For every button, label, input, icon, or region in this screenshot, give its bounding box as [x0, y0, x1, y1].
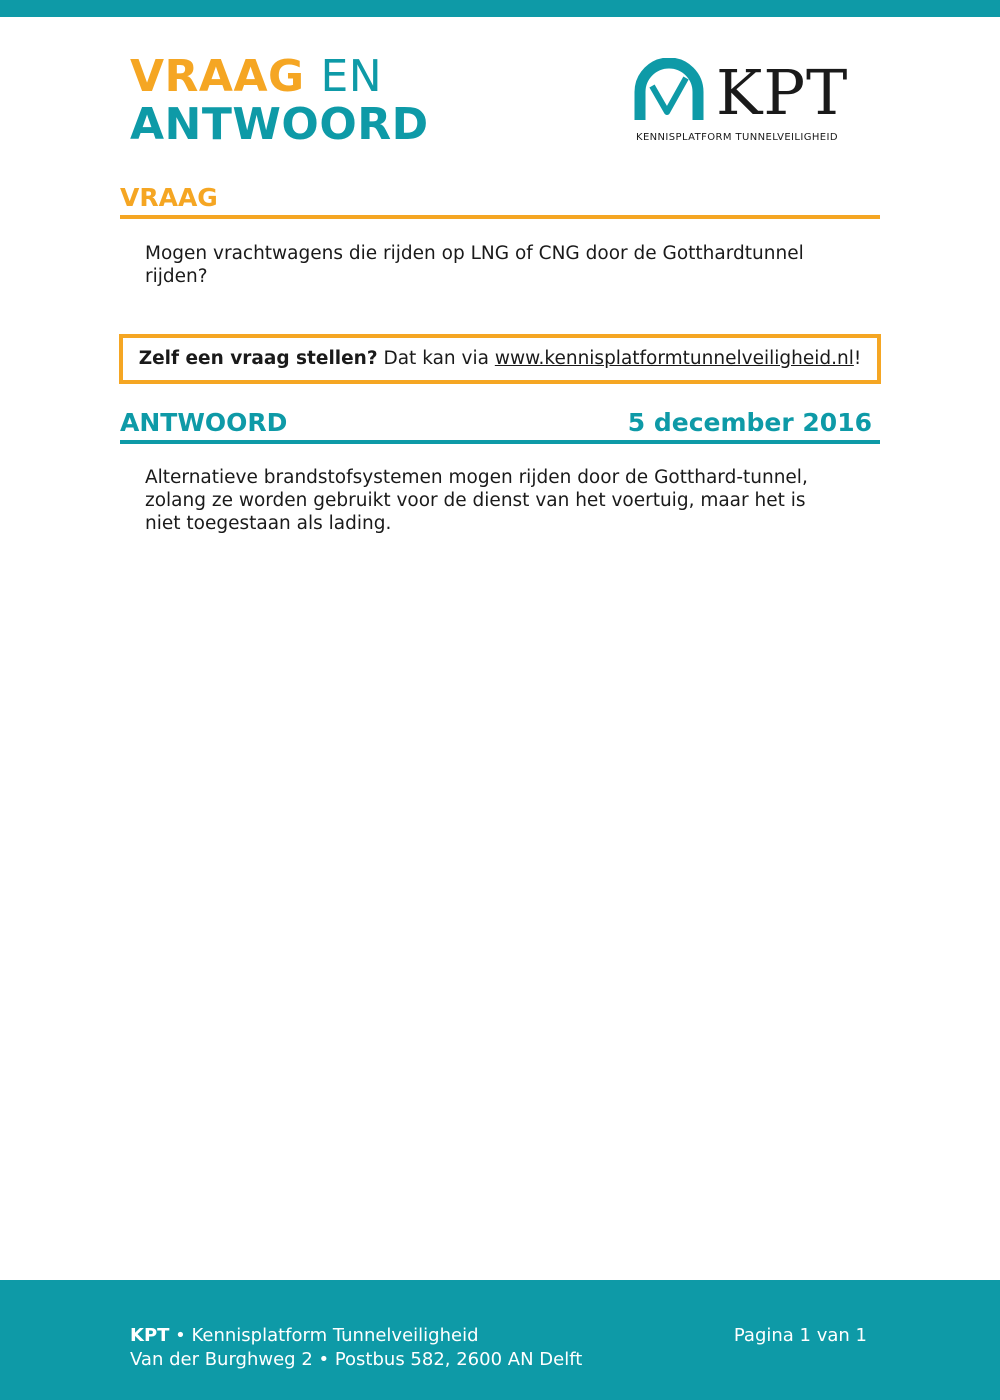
document-title	[130, 51, 429, 150]
answer-text: Alternatieve brandstofsystemen mogen rijden door de Gotthard-tunnel, zolang ze worden gebruikt voor de dienst van het voertuig, maar het is niet toegestaan als lading.	[145, 467, 808, 534]
page-number: Pagina 1 van 1	[733, 1325, 867, 1346]
vraag-heading-label: VRAAG	[120, 183, 218, 212]
logo-wordmark: KPT	[716, 56, 849, 129]
antwoord-heading-label: ANTWOORD	[120, 408, 288, 437]
question-text: Mogen vrachtwagens die rijden op LNG of CNG door de Gotthardtunnel rijden?	[145, 243, 804, 287]
footer-org-short: KPT	[130, 1325, 170, 1346]
footer-separator: •	[169, 1325, 192, 1346]
kpt-checkmark-arch-logo-icon	[634, 58, 704, 128]
footer-org-info	[130, 1324, 582, 1372]
title-en: EN	[320, 51, 383, 102]
antwoord-divider	[120, 440, 880, 444]
antwoord-section-heading	[120, 408, 880, 438]
footer-address: Van der Burghweg 2 • Postbus 582, 2600 AN Delft	[130, 1349, 583, 1370]
vraag-section-heading	[120, 183, 880, 213]
title-vraag: VRAAG	[130, 51, 305, 102]
logo-subtitle: KENNISPLATFORM TUNNELVEILIGHEID	[636, 132, 838, 143]
kpt-logo	[634, 58, 874, 150]
footer-org-name: Kennisplatform Tunnelveiligheid	[191, 1325, 479, 1346]
page-footer	[0, 1280, 1000, 1400]
title-antwoord: ANTWOORD	[130, 99, 429, 150]
answer-date: 5 december 2016	[627, 408, 872, 437]
callout-bold-text: Zelf een vraag stellen?	[138, 348, 378, 369]
callout-suffix: !	[853, 348, 862, 369]
top-bar	[0, 0, 1000, 17]
callout-text: Dat kan via	[377, 348, 495, 369]
website-link[interactable]: www.kennisplatformtunnelveiligheid.nl	[494, 348, 854, 369]
ask-question-callout	[119, 334, 881, 384]
vraag-divider	[120, 215, 880, 219]
